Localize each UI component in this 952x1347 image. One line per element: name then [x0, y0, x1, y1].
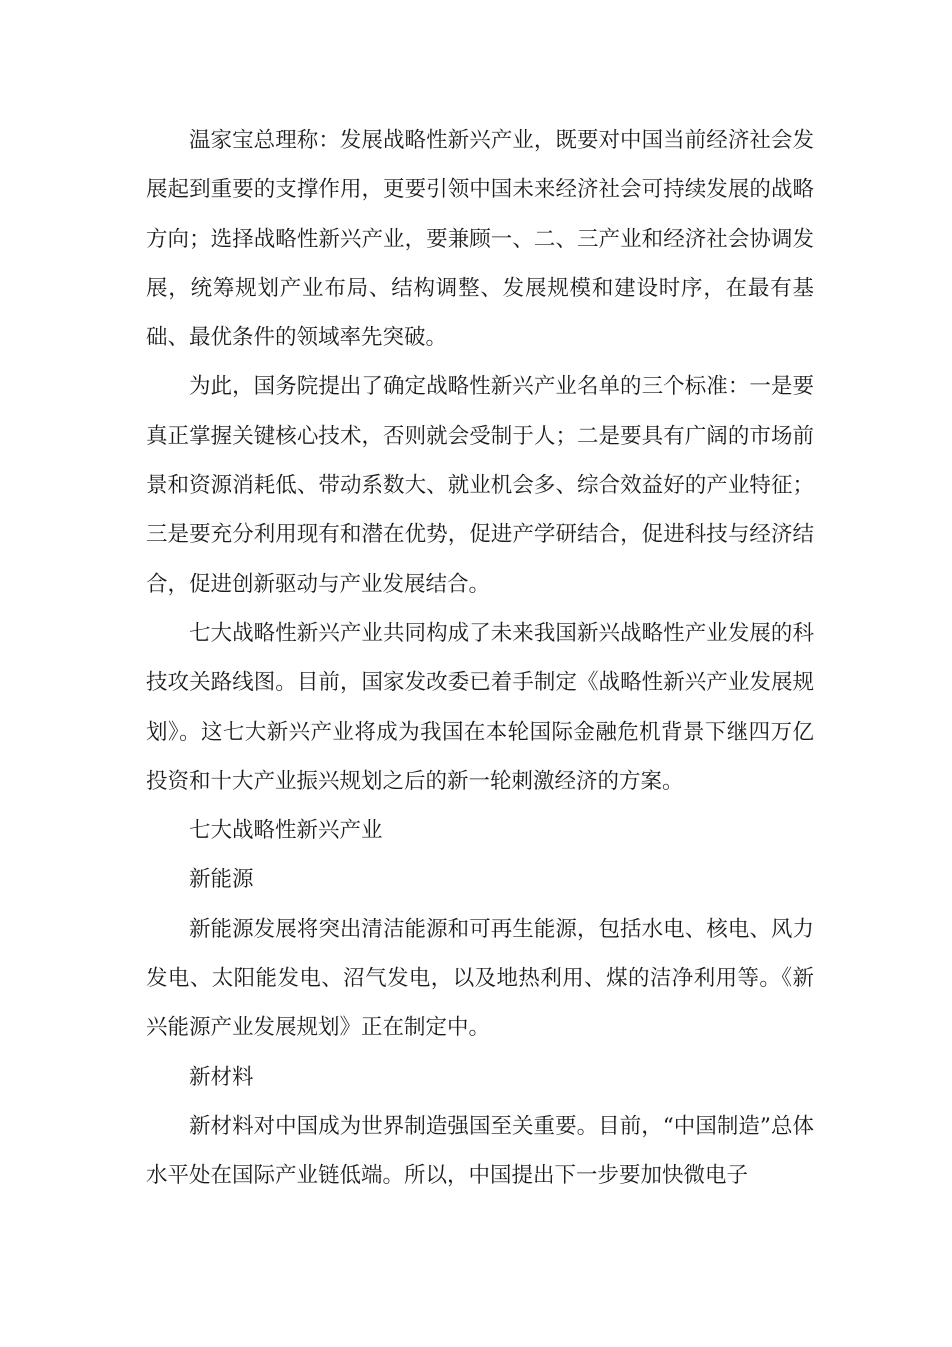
- paragraph-premier-statement: 温家宝总理称：发展战略性新兴产业，既要对中国当前经济社会发展起到重要的支撑作用，更要引领中国未来经济社会可持续发展的战略方向；选择战略性新兴产业，要兼顾一、二、三产业和经济社会协调发展，统筹规划产业布局、结构调整、发展规模和建设时序，在最有基础、最优条件的领域率先突破。: [146, 128, 814, 351]
- heading-seven-industries: 七大战略性新兴产业: [189, 818, 383, 844]
- paragraph-new-energy: 新能源发展将突出清洁能源和可再生能源，包括水电、核电、风力发电、太阳能发电、沼气发电，以及地热利用、煤的洁净利用等。《新兴能源产业发展规划》正在制定中。: [146, 916, 814, 1041]
- paragraph-three-standards: 为此，国务院提出了确定战略性新兴产业名单的三个标准：一是要真正掌握关键核心技术，否则就会受制于人；二是要具有广阔的市场前景和资源消耗低、带动系数大、就业机会多、综合效益好的产业特征；三是要充分利用现有和潜在优势，促进产学研结合，促进科技与经济结合，促进创新驱动与产业发展结合。: [146, 374, 814, 597]
- heading-new-energy: 新能源: [189, 867, 254, 893]
- paragraph-roadmap: 七大战略性新兴产业共同构成了未来我国新兴战略性产业发展的科技攻关路线图。目前，国家发改委已着手制定《战略性新兴产业发展规划》。这七大新兴产业将成为我国在本轮国际金融危机背景下继四万亿投资和十大产业振兴规划之后的新一轮刺激经济的方案。: [146, 620, 814, 794]
- paragraph-new-materials: 新材料对中国成为世界制造强国至关重要。目前，“中国制造”总体水平处在国际产业链低端。所以，中国提出下一步要加快微电子: [146, 1113, 814, 1189]
- heading-new-materials: 新材料: [189, 1064, 254, 1090]
- document-body: [146, 116, 814, 1201]
